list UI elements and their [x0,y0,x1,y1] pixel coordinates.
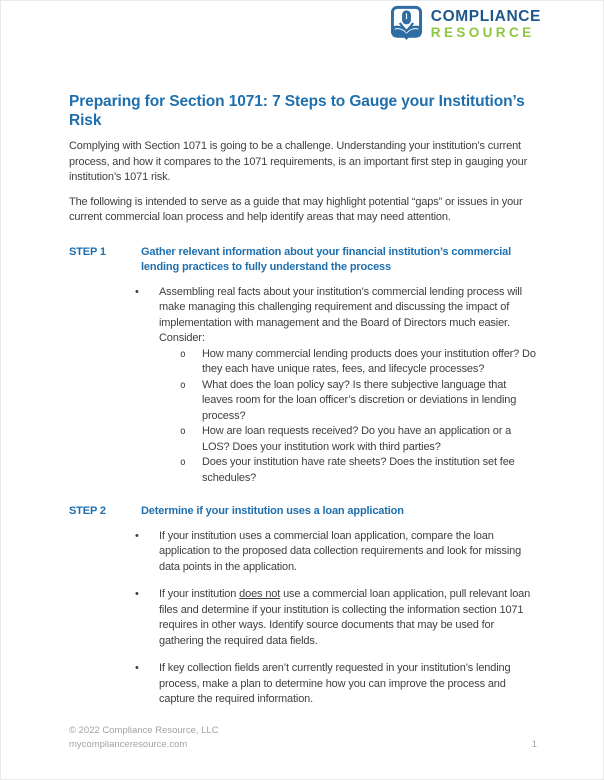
page-header [1,1,603,50]
bullet-text: If your institution uses a commercial loan application, compare the loan application to the proposed data collection requirements and look for missing data points in the application. [159,529,522,573]
sub-bullet-item [180,424,537,455]
bullet-icon: • [135,285,139,298]
page-title: Preparing for Section 1071: 7 Steps to Gauge your Institution’s Risk [69,93,525,129]
footer-left [69,724,219,751]
logo-text [431,8,541,40]
copyright-text: © 2022 Compliance Resource, LLC [69,725,219,736]
bullet-icon: • [135,529,139,542]
intro-paragraph-1: Complying with Section 1071 is going to be a challenge. Understanding your institution’s current process, and how it compares to the 1071 requirements, is an important first step in gauging your institution’s 1071 risk. [69,140,528,183]
step-1-label: STEP 1 [69,245,106,258]
page-footer [69,724,537,751]
sub-bullet-text: How are loan requests received? Do you have an application or a LOS? Does your institution work with third parties? [202,425,512,453]
bullet-icon: • [135,588,139,600]
bullet-item [135,661,537,708]
circle-bullet-icon: o [180,457,186,468]
logo-line-compliance: COMPLIANCE [430,8,541,25]
intro-paragraph-2: The following is intended to serve as a guide that may highlight potential “gaps” or issues in your current commercial loan process and help identify areas that may need attention. [69,195,523,223]
sub-bullet-text: What does the loan policy say? Is there subjective language that leaves room for the loan officer’s discretion or deviations in lending process? [202,378,517,422]
bullet-item [135,587,537,649]
sub-bullet-text: Does your institution have rate sheets? Does the institution set fee schedules? [202,456,515,484]
bullet-item [135,529,537,576]
circle-bullet-icon: o [180,379,186,391]
website-text: mycomplianceresource.com [69,738,188,750]
person-reading-book-icon [388,4,425,50]
logo [388,4,541,50]
step-2-bullet-list [135,529,537,708]
step-2-heading: Determine if your institution uses a loan application [141,505,404,517]
sub-bullet-item [180,347,537,378]
sub-bullet-item [180,378,537,425]
sub-bullet-text: How many commercial lending products does your institution offer? Do they each have unique rates, fees, and lifecycle processes? [202,347,536,375]
step-2-content [135,504,537,708]
bullet-icon: • [135,662,139,674]
step-1-bullet-list [135,285,537,347]
circle-bullet-icon: o [180,348,186,360]
bullet-text-segment: If your institution [159,588,240,600]
step-2-label: STEP 2 [69,505,106,517]
step-1-heading: Gather relevant information about your financial institution’s commercial lending practices to fully understand the process [141,245,512,273]
page-number: 1 [531,738,537,750]
step-1-sub-bullet-list [180,347,537,487]
step-2-section [69,504,537,708]
logo-line-resource: RESOURCE [430,25,535,40]
bullet-text: If key collection fields aren’t currently requested in your institution’s lending process, make a plan to determine how you can improve the process and capture the required information. [159,662,511,705]
sub-bullet-item [180,455,537,486]
bullet-text-segment: use a commercial loan application, pull relevant loan files and determine if your institution is collecting the information section 1071 requires in other ways. Identify source documents that may be used for gathering the required data fields. [159,588,531,647]
document-content [1,50,603,708]
bullet-text: Assembling real facts about your institution’s commercial lending process will make managing this challenging requirement and discussing the impact of implementation with management and the Board of Directors much easier. Consider: [159,285,522,344]
step-1-section [69,245,537,487]
step-1-content [135,245,537,487]
bullet-item [135,285,537,347]
underlined-text-segment: does not [239,588,281,600]
circle-bullet-icon: o [180,426,186,437]
bullet-text [159,587,537,649]
